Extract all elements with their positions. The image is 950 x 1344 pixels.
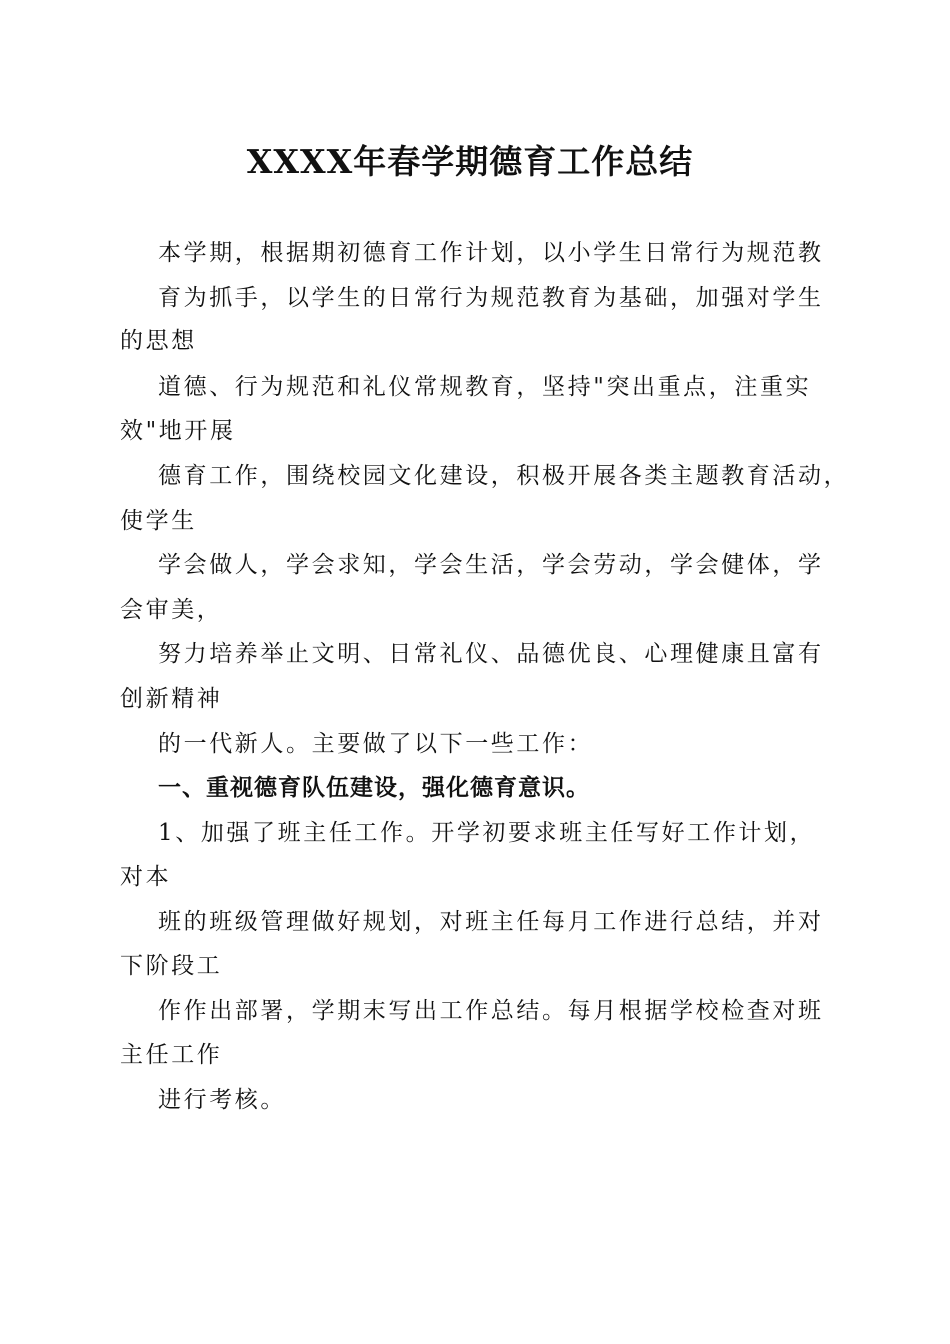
paragraph-line: 作作出部署，学期末写出工作总结。每月根据学校检查对班 [158, 998, 824, 1024]
paragraph-line: 的思想 [120, 328, 197, 354]
paragraph-line: 使学生 [120, 508, 197, 534]
paragraph-line: 会审美， [120, 597, 223, 623]
paragraph-line: 的一代新人。主要做了以下一些工作： [158, 731, 594, 757]
paragraph-line: 努力培养举止文明、日常礼仪、品德优良、心理健康且富有 [158, 641, 824, 667]
paragraph-line: 道德、行为规范和礼仪常规教育，坚持"突出重点，注重实 [158, 374, 812, 400]
paragraph-line: 效"地开展 [120, 418, 236, 444]
paragraph-line: 班的班级管理做好规划，对班主任每月工作进行总结，并对 [158, 909, 824, 935]
document-title: XXXX年春学期德育工作总结 [246, 142, 694, 181]
paragraph-line: 德育工作，围绕校园文化建设，积极开展各类主题教育活动， [158, 463, 850, 489]
paragraph-line: 1、加强了班主任工作。开学初要求班主任写好工作计划， [158, 820, 816, 846]
paragraph-line: 本学期，根据期初德育工作计划，以小学生日常行为规范教 [158, 240, 824, 266]
paragraph-line: 创新精神 [120, 686, 223, 712]
paragraph-line: 下阶段工 [120, 953, 223, 979]
paragraph-line: 主任工作 [120, 1042, 223, 1068]
paragraph-line: 对本 [120, 864, 172, 890]
paragraph-line: 进行考核。 [158, 1087, 286, 1113]
section-heading: 一、重视德育队伍建设，强化德育意识。 [158, 775, 590, 801]
paragraph-line: 育为抓手，以学生的日常行为规范教育为基础，加强对学生 [158, 285, 824, 311]
paragraph-line: 学会做人，学会求知，学会生活，学会劳动，学会健体，学 [158, 552, 824, 578]
